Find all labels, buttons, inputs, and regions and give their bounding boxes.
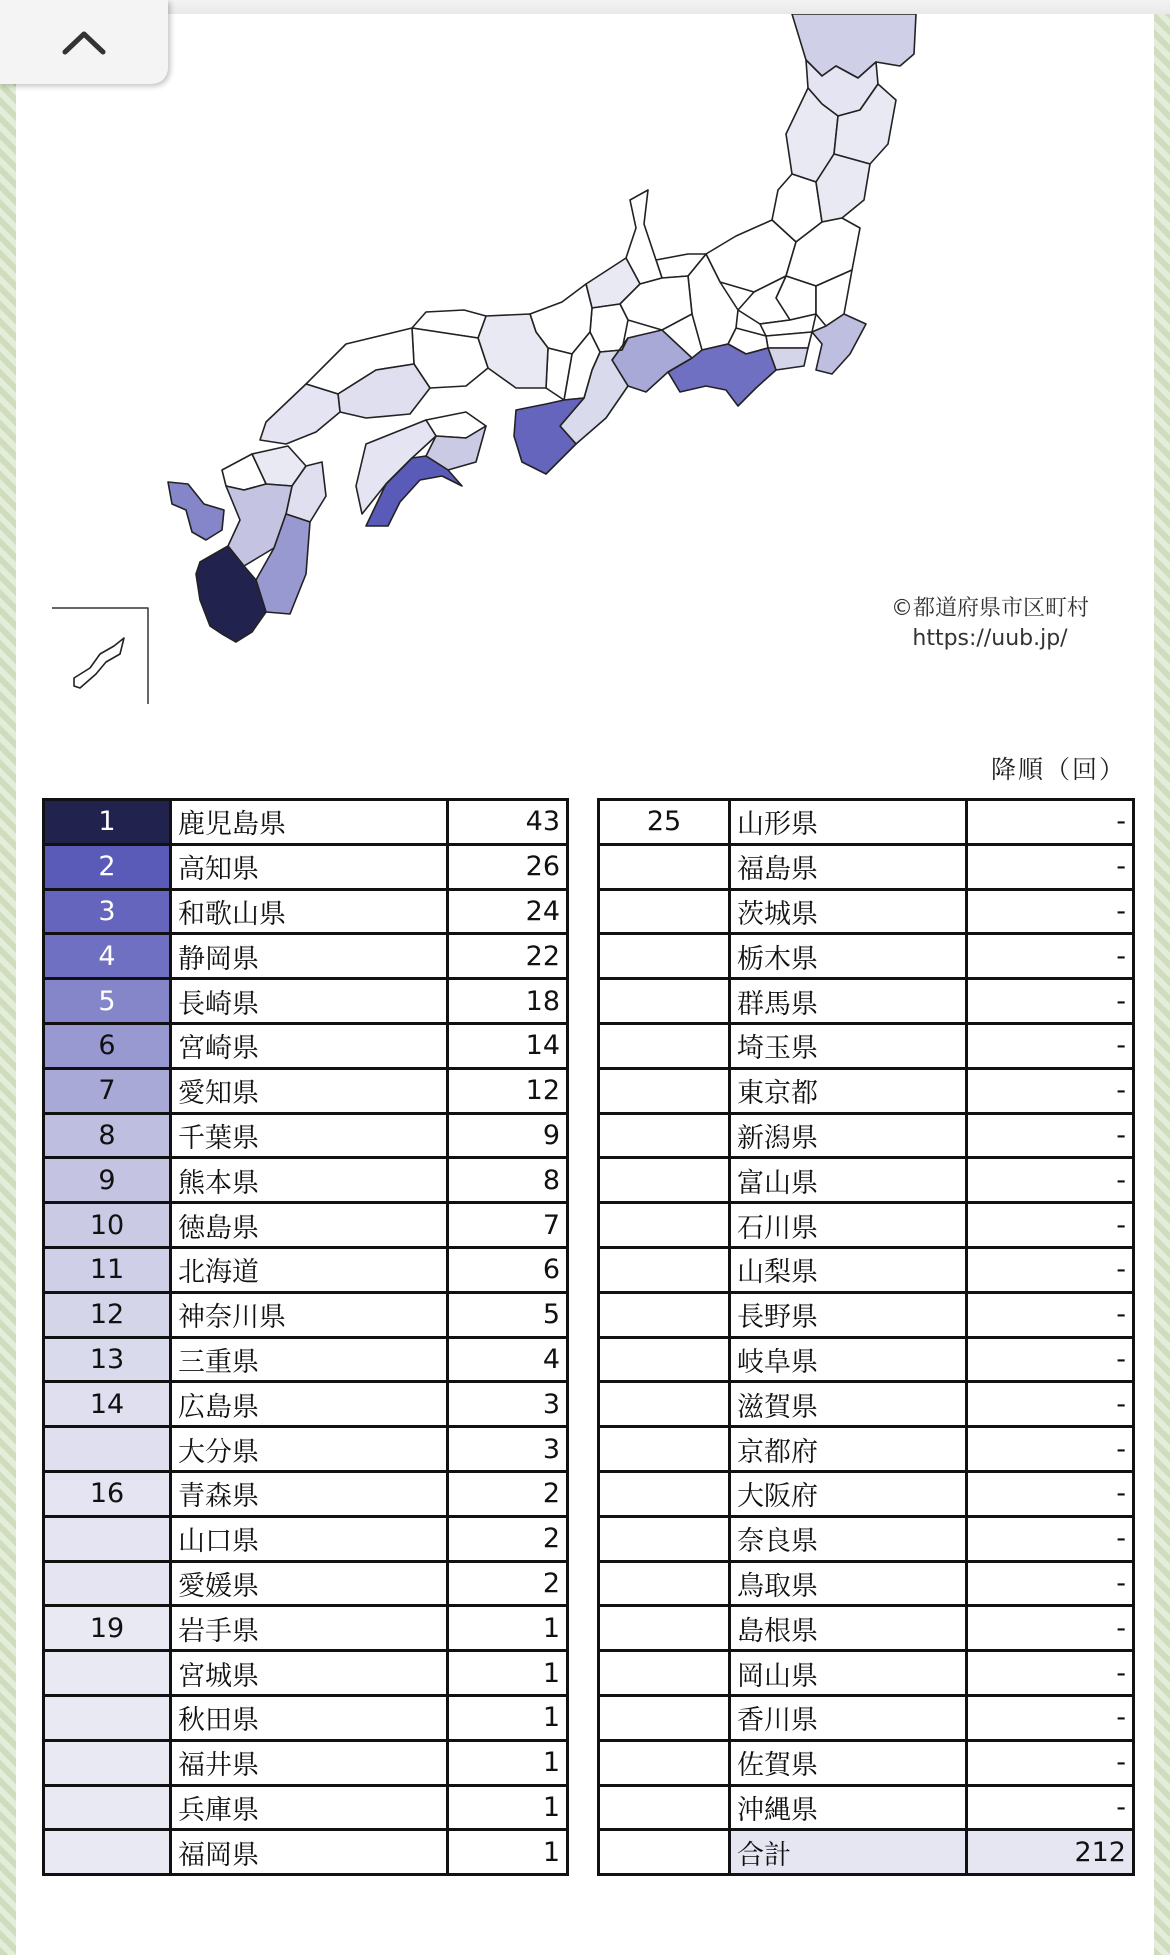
count-value: 12 [448, 1068, 568, 1113]
rank-cell: 14 [44, 1382, 171, 1427]
rank-cell [599, 1561, 730, 1606]
count-value: 3 [448, 1427, 568, 1472]
rank-cell: 5 [44, 979, 171, 1024]
prefecture-name: 島根県 [730, 1606, 967, 1651]
prefecture-name: 栃木県 [730, 934, 967, 979]
table-row [44, 1740, 568, 1785]
count-value: - [967, 1158, 1134, 1203]
top-strip [0, 0, 1170, 14]
rank-cell: 2 [44, 844, 171, 889]
count-value: - [967, 1203, 1134, 1248]
scroll-to-top-button[interactable] [0, 0, 168, 84]
count-value: - [967, 934, 1134, 979]
rank-cell: 16 [44, 1471, 171, 1516]
prefecture-name: 富山県 [730, 1158, 967, 1203]
table-row [599, 1561, 1134, 1606]
table-row [44, 1651, 568, 1696]
prefecture-name: 鹿児島県 [171, 800, 448, 845]
count-value: - [967, 1651, 1134, 1696]
count-value: - [967, 1337, 1134, 1382]
count-value: 8 [448, 1158, 568, 1203]
prefecture-name: 茨城県 [730, 889, 967, 934]
rank-cell [599, 1203, 730, 1248]
total-value: 212 [967, 1830, 1134, 1875]
ranking-table-right [597, 798, 1135, 1876]
count-value: 22 [448, 934, 568, 979]
rank-cell [44, 1561, 171, 1606]
rank-cell: 3 [44, 889, 171, 934]
rank-cell: 8 [44, 1113, 171, 1158]
total-rank-cell [599, 1830, 730, 1875]
count-value: 2 [448, 1561, 568, 1606]
count-value: - [967, 800, 1134, 845]
rank-cell [599, 1068, 730, 1113]
prefecture-name: 三重県 [171, 1337, 448, 1382]
count-value: - [967, 1292, 1134, 1337]
table-row [44, 1203, 568, 1248]
prefecture-name: 秋田県 [171, 1695, 448, 1740]
table-row [44, 1113, 568, 1158]
count-value: - [967, 1382, 1134, 1427]
table-row [44, 1023, 568, 1068]
prefecture-name: 北海道 [171, 1247, 448, 1292]
table-row [44, 1337, 568, 1382]
table-row [44, 979, 568, 1024]
table-row [44, 1382, 568, 1427]
prefecture-name: 東京都 [730, 1068, 967, 1113]
table-row [599, 1292, 1134, 1337]
rank-cell [599, 1427, 730, 1472]
rank-cell [599, 1247, 730, 1292]
prefecture-name: 広島県 [171, 1382, 448, 1427]
rank-cell [599, 1606, 730, 1651]
rank-cell [599, 1382, 730, 1427]
table-row [44, 1606, 568, 1651]
table-row [599, 934, 1134, 979]
total-row [599, 1830, 1134, 1875]
prefecture-name: 沖縄県 [730, 1785, 967, 1830]
prefecture-name: 徳島県 [171, 1203, 448, 1248]
prefecture-name: 岐阜県 [730, 1337, 967, 1382]
rank-cell: 13 [44, 1337, 171, 1382]
total-label: 合計 [730, 1830, 967, 1875]
table-row [599, 1651, 1134, 1696]
count-value: - [967, 1247, 1134, 1292]
rank-cell [599, 1516, 730, 1561]
rank-cell [599, 1023, 730, 1068]
rank-cell [599, 844, 730, 889]
rank-cell [599, 1113, 730, 1158]
count-value: 9 [448, 1113, 568, 1158]
table-row [44, 1427, 568, 1472]
prefecture-name: 兵庫県 [171, 1785, 448, 1830]
rank-cell: 10 [44, 1203, 171, 1248]
table-row [599, 1471, 1134, 1516]
rank-cell [44, 1740, 171, 1785]
count-value: 1 [448, 1606, 568, 1651]
rank-cell [44, 1651, 171, 1696]
table-row [44, 844, 568, 889]
prefecture-name: 滋賀県 [730, 1382, 967, 1427]
table-row [44, 1068, 568, 1113]
rank-cell [599, 1158, 730, 1203]
rank-cell: 7 [44, 1068, 171, 1113]
rank-cell: 1 [44, 800, 171, 845]
prefecture-name: 鳥取県 [730, 1561, 967, 1606]
map-credit [870, 594, 1110, 654]
count-value: 7 [448, 1203, 568, 1248]
count-value: - [967, 1516, 1134, 1561]
prefecture-name: 香川県 [730, 1695, 967, 1740]
credit-copyright: ©都道府県市区町村 [890, 596, 1089, 621]
rank-cell [44, 1427, 171, 1472]
rank-cell [44, 1516, 171, 1561]
count-value: - [967, 1695, 1134, 1740]
table-row [599, 889, 1134, 934]
region-nagasaki[interactable] [168, 482, 224, 540]
count-value: - [967, 1606, 1134, 1651]
prefecture-name: 埼玉県 [730, 1023, 967, 1068]
rank-cell: 19 [44, 1606, 171, 1651]
count-value: 2 [448, 1471, 568, 1516]
prefecture-name: 高知県 [171, 844, 448, 889]
credit-url[interactable]: https://uub.jp/ [912, 626, 1068, 651]
prefecture-name: 宮崎県 [171, 1023, 448, 1068]
prefecture-name: 和歌山県 [171, 889, 448, 934]
count-value: 18 [448, 979, 568, 1024]
table-row [44, 1695, 568, 1740]
rank-cell [599, 934, 730, 979]
count-value: 26 [448, 844, 568, 889]
prefecture-name: 大分県 [171, 1427, 448, 1472]
table-row [44, 1785, 568, 1830]
table-row [44, 889, 568, 934]
count-value: 6 [448, 1247, 568, 1292]
prefecture-name: 長野県 [730, 1292, 967, 1337]
prefecture-name: 山口県 [171, 1516, 448, 1561]
count-value: - [967, 1785, 1134, 1830]
prefecture-name: 静岡県 [171, 934, 448, 979]
rank-cell [44, 1695, 171, 1740]
rank-cell [599, 1292, 730, 1337]
prefecture-name: 愛媛県 [171, 1561, 448, 1606]
prefecture-name: 大阪府 [730, 1471, 967, 1516]
count-value: - [967, 889, 1134, 934]
rank-cell [599, 1785, 730, 1830]
region-chiba[interactable] [812, 314, 866, 374]
table-row [599, 1382, 1134, 1427]
rank-cell [44, 1830, 171, 1875]
count-value: - [967, 1068, 1134, 1113]
prefecture-name: 青森県 [171, 1471, 448, 1516]
table-row [44, 1516, 568, 1561]
count-value: 14 [448, 1023, 568, 1068]
table-row [599, 800, 1134, 845]
table-row [599, 844, 1134, 889]
count-value: - [967, 1023, 1134, 1068]
prefecture-name: 長崎県 [171, 979, 448, 1024]
table-row [599, 1023, 1134, 1068]
prefecture-name: 京都府 [730, 1427, 967, 1472]
table-row [599, 1337, 1134, 1382]
table-row [44, 1471, 568, 1516]
rank-cell [599, 1471, 730, 1516]
prefecture-name: 山梨県 [730, 1247, 967, 1292]
rank-cell: 25 [599, 800, 730, 845]
rank-cell [44, 1785, 171, 1830]
rank-cell [599, 1740, 730, 1785]
count-value: - [967, 1427, 1134, 1472]
count-value: 2 [448, 1516, 568, 1561]
table-row [599, 1606, 1134, 1651]
table-row [599, 1695, 1134, 1740]
table-row [44, 1292, 568, 1337]
count-value: - [967, 1471, 1134, 1516]
prefecture-name: 奈良県 [730, 1516, 967, 1561]
ranking-table-left [42, 798, 569, 1876]
table-row [44, 1830, 568, 1875]
table-row [44, 1561, 568, 1606]
table-row [599, 1113, 1134, 1158]
prefecture-name: 福島県 [730, 844, 967, 889]
prefecture-name: 熊本県 [171, 1158, 448, 1203]
prefecture-name: 千葉県 [171, 1113, 448, 1158]
rank-cell: 6 [44, 1023, 171, 1068]
count-value: 1 [448, 1740, 568, 1785]
rank-cell [599, 889, 730, 934]
rank-cell: 9 [44, 1158, 171, 1203]
count-value: 1 [448, 1830, 568, 1875]
prefecture-name: 愛知県 [171, 1068, 448, 1113]
table-row [599, 1203, 1134, 1248]
sort-order-label: 降順（回） [990, 755, 1126, 784]
count-value: 1 [448, 1695, 568, 1740]
right-decorative-border [1154, 0, 1170, 1955]
count-value: 43 [448, 800, 568, 845]
table-row [599, 1740, 1134, 1785]
rank-cell [599, 979, 730, 1024]
count-value: 5 [448, 1292, 568, 1337]
prefecture-name: 山形県 [730, 800, 967, 845]
table-row [599, 1427, 1134, 1472]
rank-cell: 4 [44, 934, 171, 979]
prefecture-name: 新潟県 [730, 1113, 967, 1158]
prefecture-name: 福井県 [171, 1740, 448, 1785]
table-row [599, 1247, 1134, 1292]
table-row [44, 1247, 568, 1292]
rank-cell [599, 1337, 730, 1382]
count-value: - [967, 1740, 1134, 1785]
rank-cell [599, 1695, 730, 1740]
rank-cell: 11 [44, 1247, 171, 1292]
table-row [599, 979, 1134, 1024]
region-kagoshima[interactable] [196, 546, 266, 642]
region-okinawa[interactable] [74, 638, 124, 688]
prefecture-name: 神奈川県 [171, 1292, 448, 1337]
table-row [599, 1068, 1134, 1113]
count-value: 3 [448, 1382, 568, 1427]
table-row [44, 934, 568, 979]
prefecture-name: 宮城県 [171, 1651, 448, 1696]
prefecture-name: 群馬県 [730, 979, 967, 1024]
table-row [44, 800, 568, 845]
prefecture-name: 岡山県 [730, 1651, 967, 1696]
table-row [599, 1785, 1134, 1830]
count-value: 4 [448, 1337, 568, 1382]
prefecture-name: 岩手県 [171, 1606, 448, 1651]
prefecture-name: 佐賀県 [730, 1740, 967, 1785]
count-value: - [967, 1113, 1134, 1158]
chevron-up-icon [61, 28, 107, 56]
table-row [599, 1516, 1134, 1561]
count-value: 24 [448, 889, 568, 934]
count-value: - [967, 1561, 1134, 1606]
count-value: - [967, 979, 1134, 1024]
table-row [599, 1158, 1134, 1203]
count-value: 1 [448, 1651, 568, 1696]
table-row [44, 1158, 568, 1203]
prefecture-name: 福岡県 [171, 1830, 448, 1875]
prefecture-name: 石川県 [730, 1203, 967, 1248]
rank-cell: 12 [44, 1292, 171, 1337]
count-value: - [967, 844, 1134, 889]
count-value: 1 [448, 1785, 568, 1830]
left-decorative-border [0, 0, 16, 1955]
rank-cell [599, 1651, 730, 1696]
region-yamaguchi[interactable] [260, 384, 340, 444]
